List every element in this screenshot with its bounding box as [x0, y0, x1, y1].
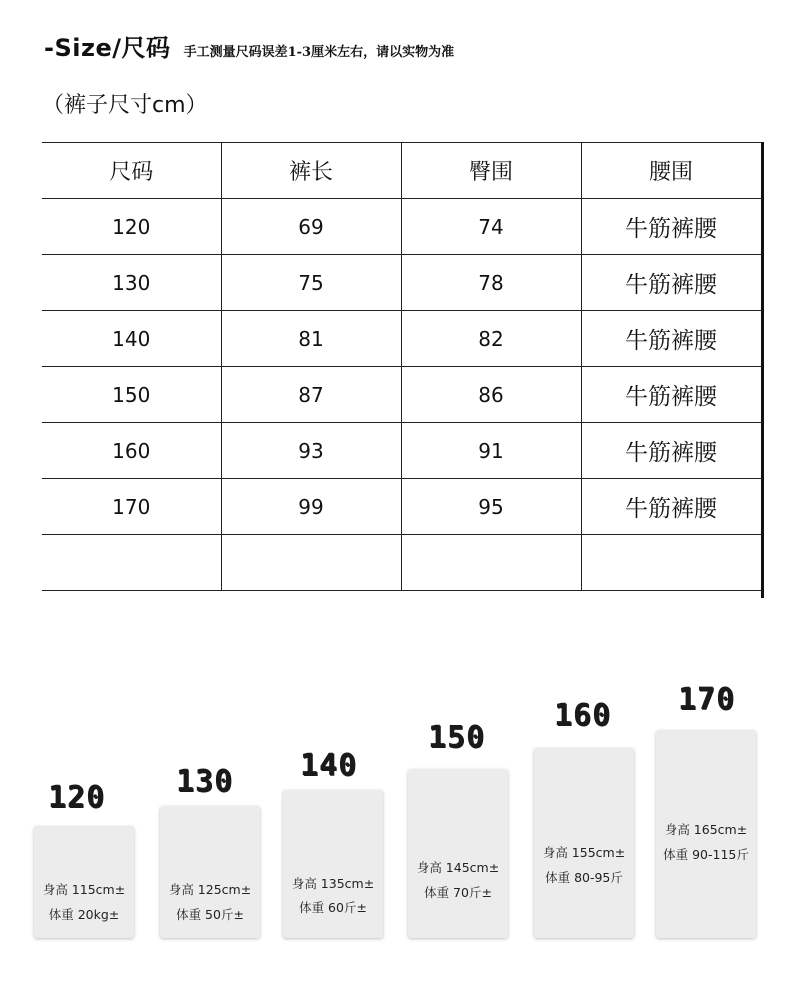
table-border-right: [761, 142, 764, 598]
cell-hip: 82: [401, 311, 581, 367]
size-card: [534, 748, 634, 938]
cell-length: [221, 535, 401, 591]
cell-size: [42, 535, 221, 591]
table-row: [42, 199, 761, 255]
table-row: [42, 479, 761, 535]
size-card-label: 140: [300, 748, 358, 783]
size-card: [34, 826, 134, 938]
cell-size: 140: [42, 311, 221, 367]
size-card-height: 身高 165cm±: [664, 822, 748, 837]
cell-length: 81: [221, 311, 401, 367]
cell-length: 87: [221, 367, 401, 423]
size-title: -Size/尺码: [44, 34, 171, 62]
cell-waist: 牛筋裤腰: [581, 479, 761, 535]
size-heading: [44, 28, 454, 63]
cell-size: 160: [42, 423, 221, 479]
cell-size: 120: [42, 199, 221, 255]
pants-size-subtitle: （裤子尺寸cm）: [42, 93, 208, 118]
cell-hip: 95: [401, 479, 581, 535]
cell-length: 75: [221, 255, 401, 311]
size-card-label: 170: [678, 682, 736, 717]
size-card-label: 120: [48, 780, 106, 815]
cell-size: 130: [42, 255, 221, 311]
measurement-note: 手工测量尺码误差1-3厘米左右，请以实物为准: [183, 45, 455, 60]
header-cell-hip: 臀围: [401, 143, 581, 199]
header-cell-length: 裤长: [221, 143, 401, 199]
size-card-weight: 体重 60斤±: [299, 900, 367, 915]
cell-waist: 牛筋裤腰: [581, 199, 761, 255]
cell-hip: 86: [401, 367, 581, 423]
size-card-weight: 体重 80-95斤: [545, 870, 623, 885]
table-row: [42, 255, 761, 311]
cell-waist: 牛筋裤腰: [581, 423, 761, 479]
cell-length: 93: [221, 423, 401, 479]
size-card-weight: 体重 70斤±: [424, 885, 492, 900]
size-card: [283, 790, 383, 938]
size-card-height: 身高 115cm±: [42, 882, 126, 897]
table-row: [42, 423, 761, 479]
size-card-weight: 体重 90-115斤: [663, 847, 749, 862]
size-card-label: 160: [554, 698, 612, 733]
cell-hip: [401, 535, 581, 591]
size-card-height: 身高 135cm±: [291, 876, 375, 891]
header-cell-size: 尺码: [42, 143, 221, 199]
table-row-empty: [42, 535, 761, 591]
table-row: [42, 367, 761, 423]
size-card-height: 身高 145cm±: [416, 860, 500, 875]
size-table: [42, 142, 762, 591]
size-card: [160, 806, 260, 938]
size-card-height: 身高 125cm±: [168, 882, 252, 897]
size-card-weight: 体重 20kg±: [48, 907, 120, 922]
cell-waist: 牛筋裤腰: [581, 367, 761, 423]
size-card-weight: 体重 50斤±: [176, 907, 244, 922]
cell-waist: 牛筋裤腰: [581, 311, 761, 367]
cell-hip: 91: [401, 423, 581, 479]
size-card-label: 150: [428, 720, 486, 755]
size-card: [656, 730, 756, 938]
table-header-row: [42, 143, 761, 199]
cell-waist: 牛筋裤腰: [581, 255, 761, 311]
table-row: [42, 311, 761, 367]
cell-length: 99: [221, 479, 401, 535]
cell-size: 170: [42, 479, 221, 535]
cell-waist: [581, 535, 761, 591]
cell-length: 69: [221, 199, 401, 255]
cell-hip: 78: [401, 255, 581, 311]
size-card-height: 身高 155cm±: [542, 845, 626, 860]
cell-size: 150: [42, 367, 221, 423]
size-card-label: 130: [176, 764, 234, 799]
cell-hip: 74: [401, 199, 581, 255]
header-cell-waist: 腰围: [581, 143, 761, 199]
size-card: [408, 769, 508, 938]
